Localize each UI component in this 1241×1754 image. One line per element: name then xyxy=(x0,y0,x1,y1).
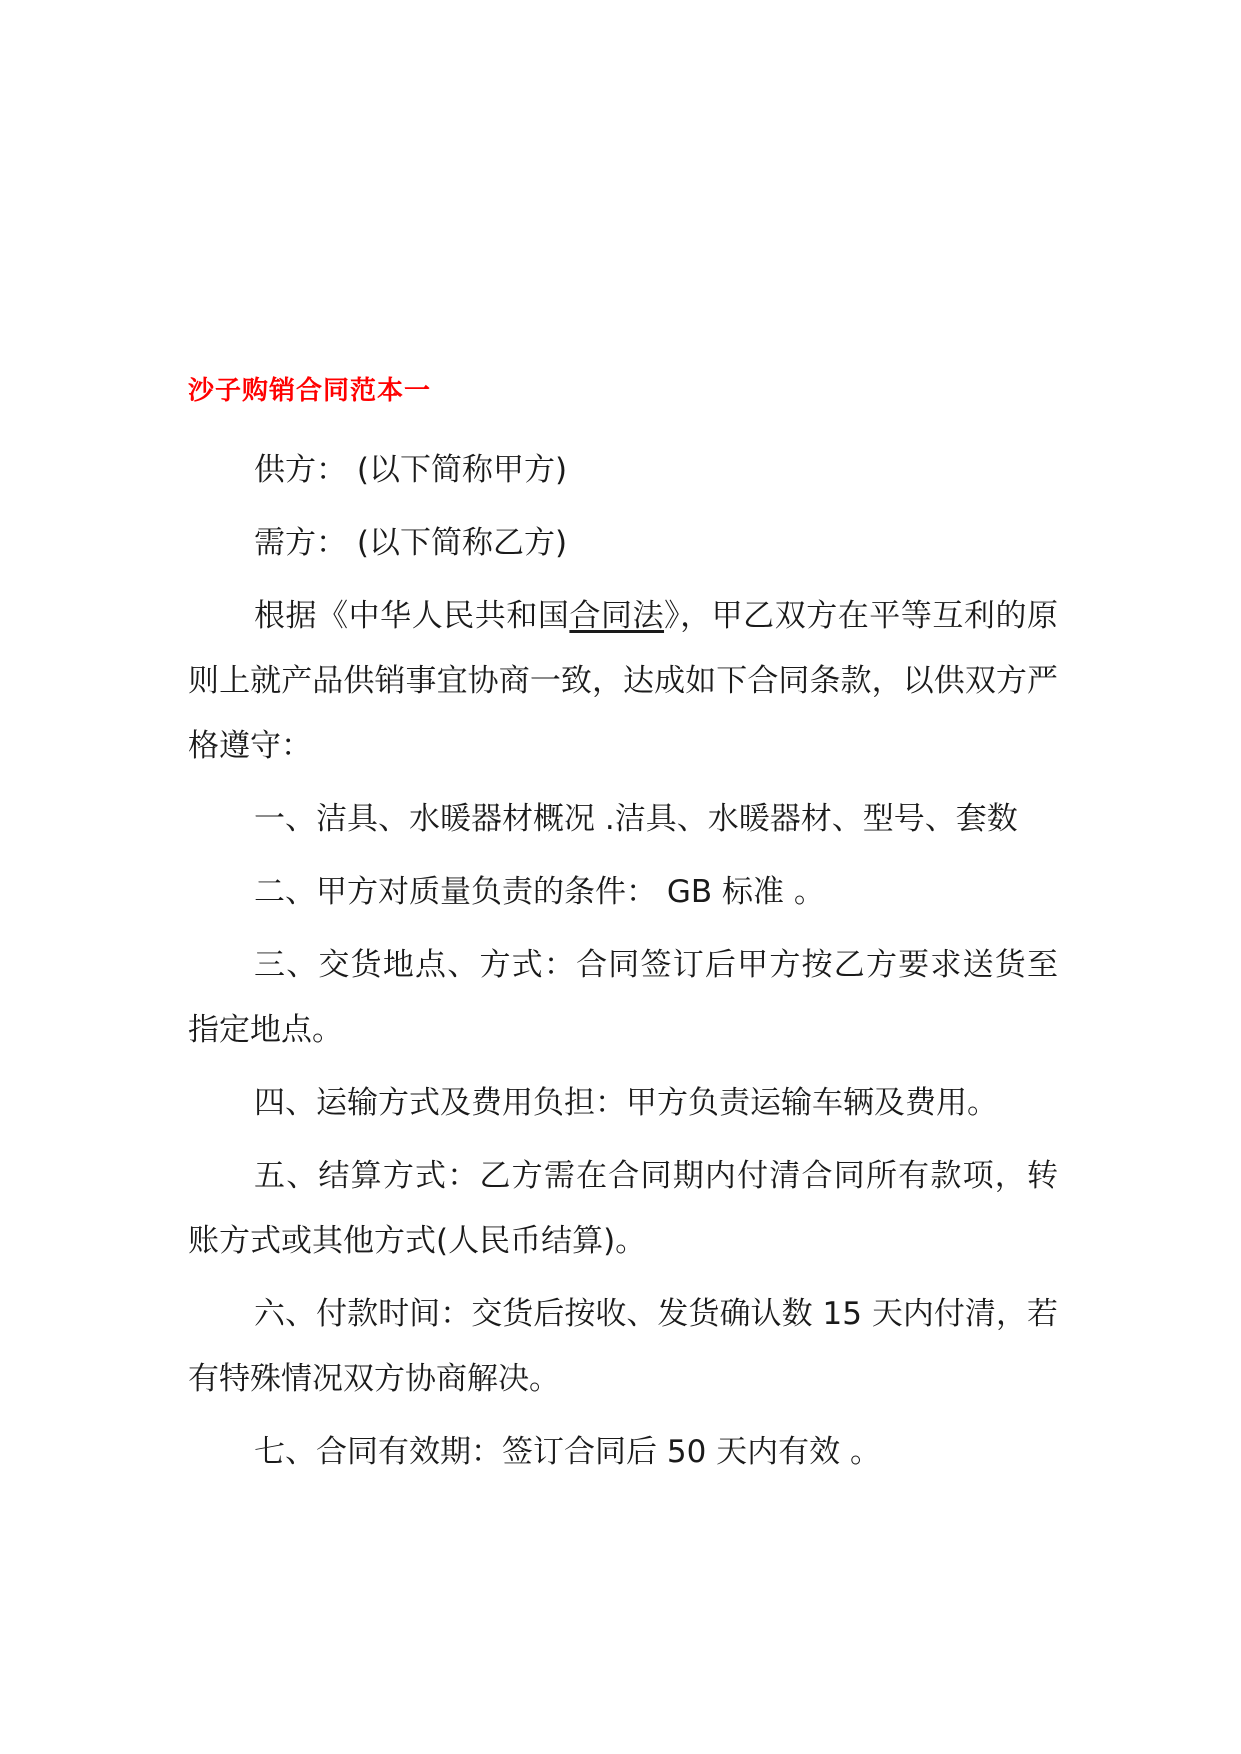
preamble-text-before: 根据《中华人民共和国 xyxy=(254,598,570,634)
clause-1: 一、洁具、水暖器材概况 .洁具、水暖器材、型号、套数 xyxy=(254,801,1018,837)
clause-2: 二、甲方对质量负责的条件： GB 标准 。 xyxy=(254,874,825,910)
clause-7: 七、合同有效期：签订合同后 50 天内有效 。 xyxy=(254,1434,882,1470)
paragraph-preamble xyxy=(188,584,1058,779)
document-title: 沙子购销合同范本一 xyxy=(188,376,432,406)
clause-4: 四、运输方式及费用负担：甲方负责运输车辆及费用。 xyxy=(254,1085,998,1121)
paragraph-supplier: 供方： (以下简称甲方) xyxy=(254,452,568,488)
clause-6: 六、付款时间：交货后按收、发货确认数 15 天内付清，若有特殊情况双方协商解决。 xyxy=(188,1296,1058,1397)
document-body xyxy=(188,438,1058,1493)
paragraph-buyer: 需方： (以下简称乙方) xyxy=(254,525,568,561)
preamble-text-after: 》，甲乙双方在平等互利的原则上就产品供销事宜协商一致，达成如下合同条款，以供双方严格遵守： xyxy=(188,598,1059,764)
clause-3: 三、交货地点、方式：合同签订后甲方按乙方要求送货至指定地点。 xyxy=(188,947,1058,1048)
contract-law-link[interactable]: 合同法 xyxy=(569,598,665,634)
clause-5: 五、结算方式：乙方需在合同期内付清合同所有款项，转账方式或其他方式(人民币结算)。 xyxy=(188,1158,1058,1259)
